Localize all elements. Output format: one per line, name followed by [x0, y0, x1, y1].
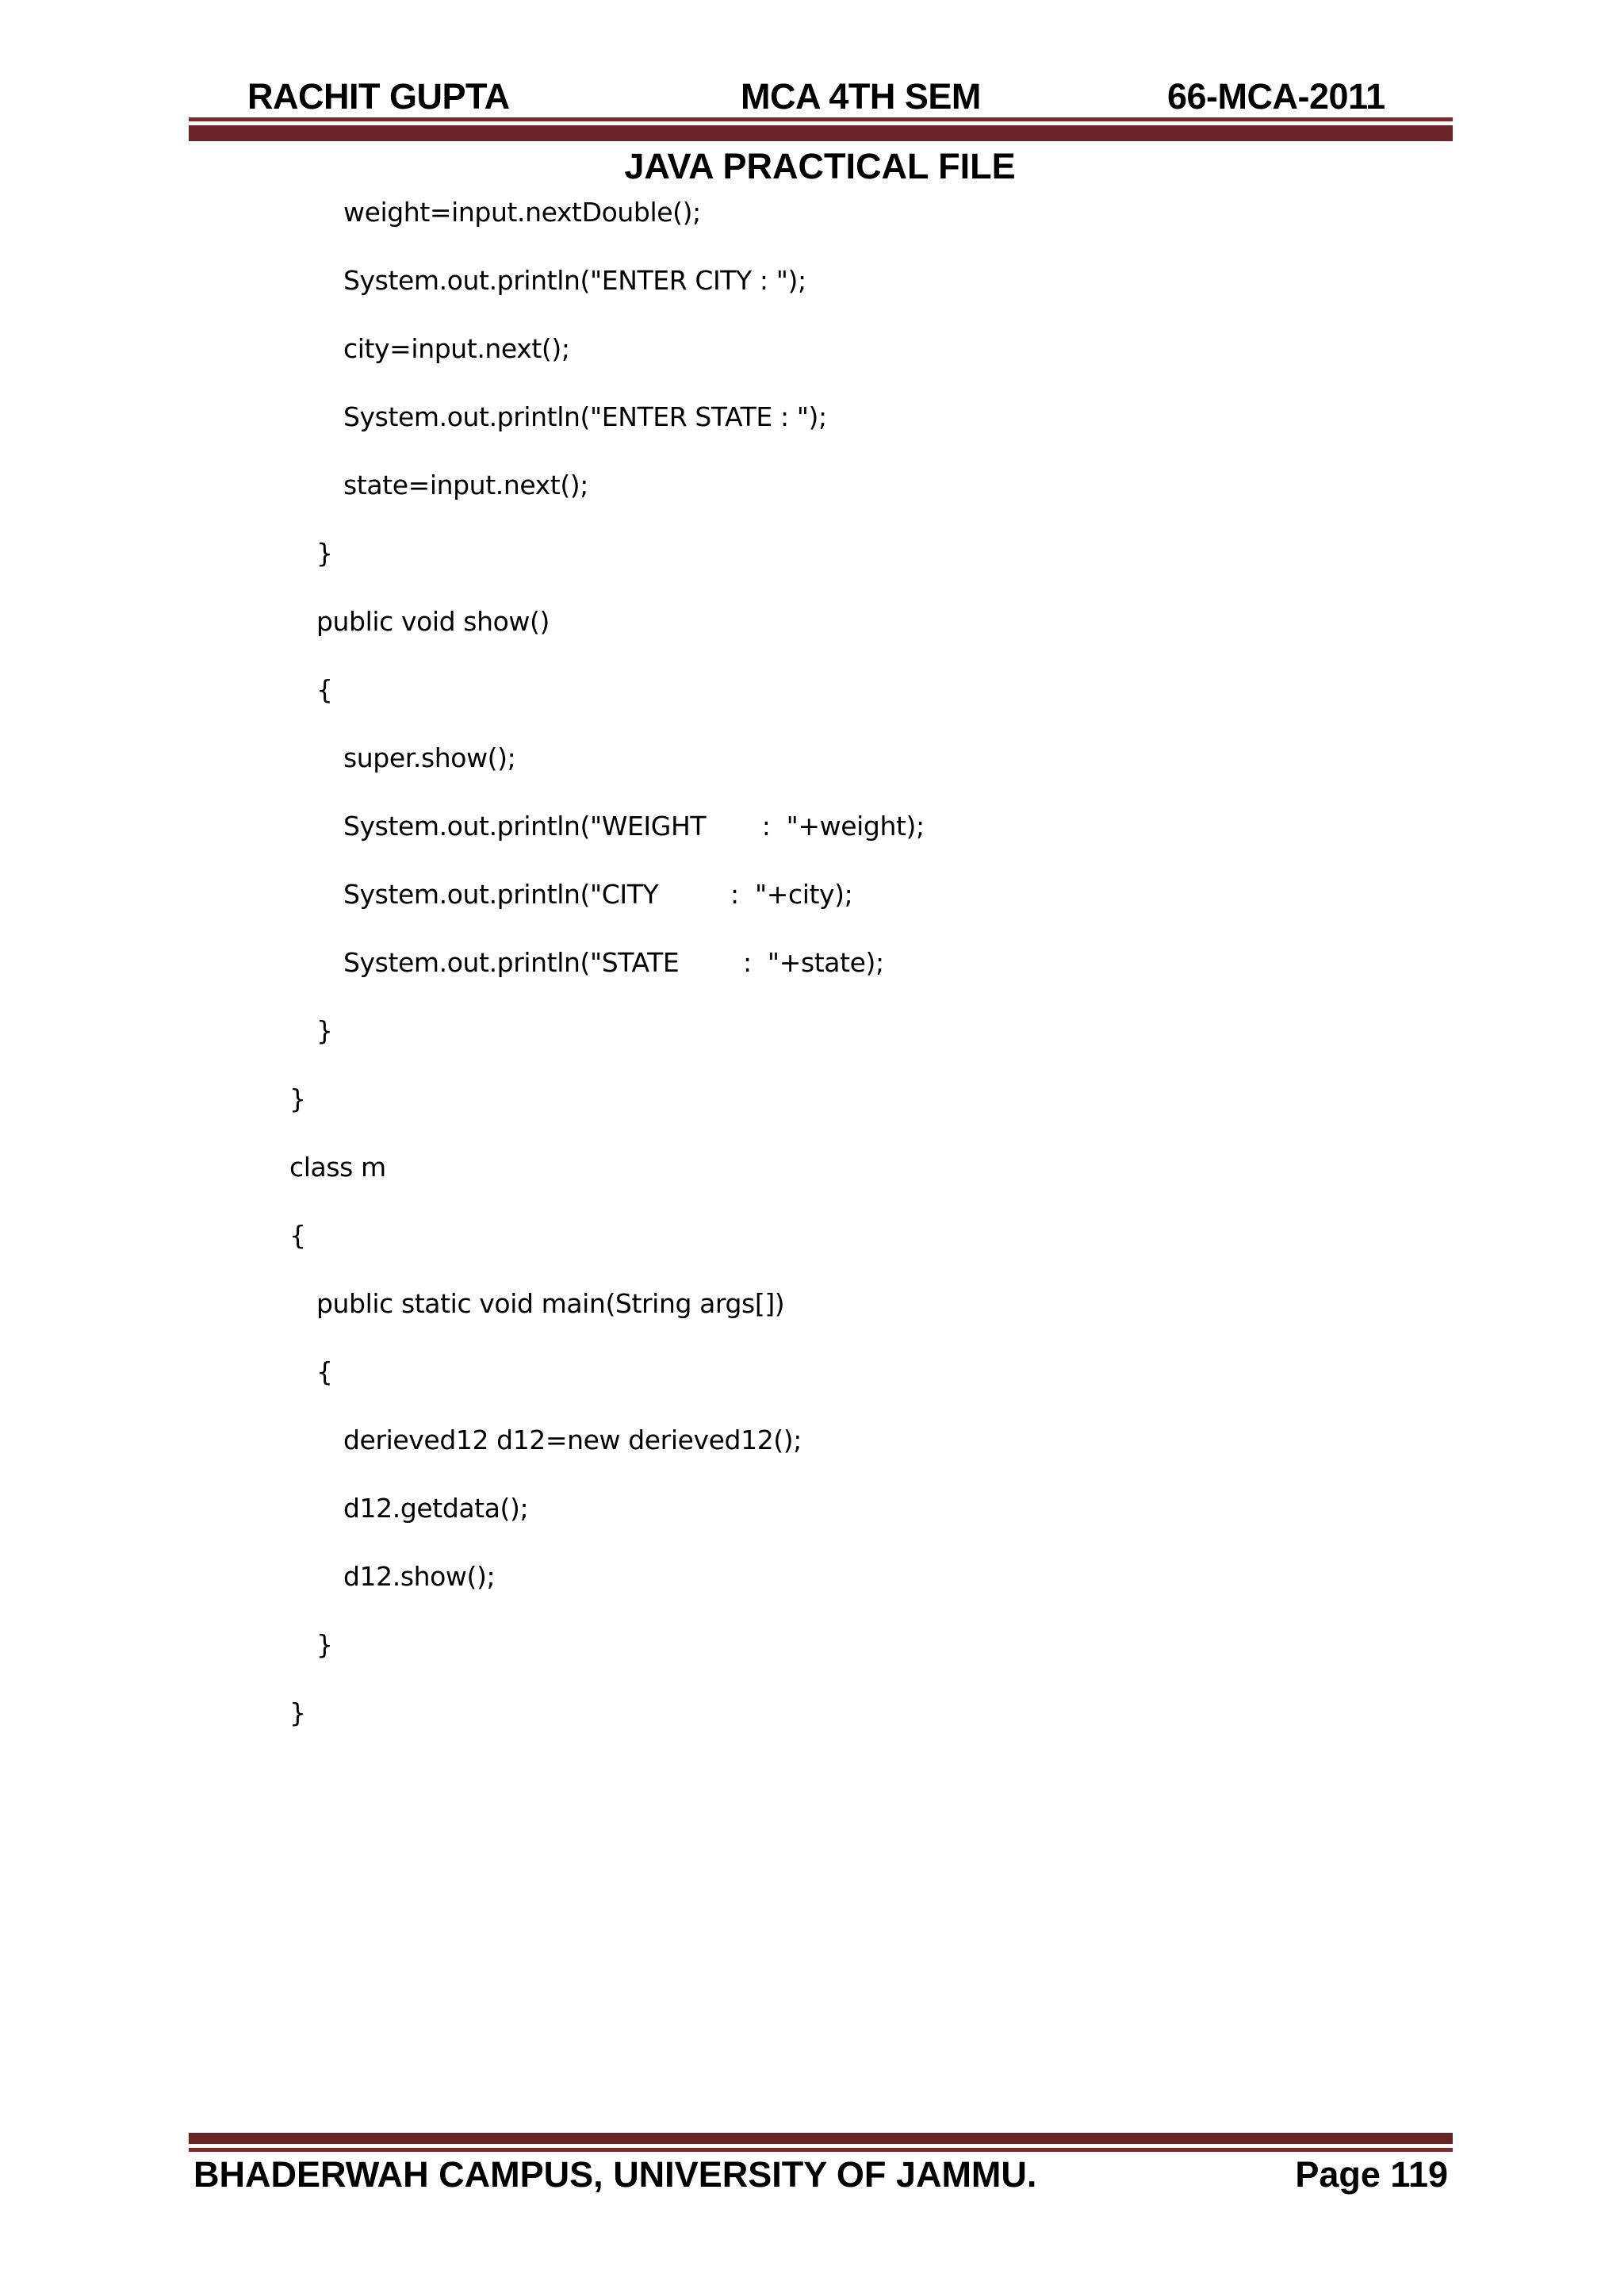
- code-line: }: [289, 1697, 306, 1728]
- code-line: derieved12 d12=new derieved12();: [343, 1424, 802, 1455]
- code-line: System.out.println("STATE : "+state);: [343, 947, 884, 978]
- code-line: System.out.println("ENTER STATE : ");: [343, 401, 827, 432]
- page-footer: [0, 2151, 1624, 2199]
- code-line: class m: [289, 1152, 386, 1183]
- header-divider-thin: [189, 117, 1453, 121]
- code-line: {: [316, 674, 333, 705]
- header-roll-number: 66-MCA-2011: [1167, 76, 1385, 117]
- code-line: {: [289, 1220, 306, 1251]
- footer-divider-thick: [189, 2133, 1453, 2144]
- page-header: [0, 73, 1624, 121]
- code-line: city=input.next();: [343, 333, 570, 364]
- code-line: public static void main(String args[]): [316, 1288, 785, 1319]
- code-line: state=input.next();: [343, 470, 588, 500]
- code-line: {: [316, 1356, 333, 1387]
- document-title: JAVA PRACTICAL FILE: [624, 146, 1016, 186]
- code-line: d12.getdata();: [343, 1493, 529, 1524]
- code-line: System.out.println("WEIGHT : "+weight);: [343, 811, 925, 842]
- header-author: RACHIT GUPTA: [247, 76, 510, 117]
- code-line: }: [316, 1629, 333, 1660]
- footer-campus: BHADERWAH CAMPUS, UNIVERSITY OF JAMMU.: [193, 2154, 1037, 2195]
- code-line: }: [289, 1083, 306, 1114]
- code-line: d12.show();: [343, 1561, 496, 1592]
- header-course: MCA 4TH SEM: [741, 76, 981, 117]
- code-line: weight=input.nextDouble();: [343, 197, 701, 228]
- header-divider-thick: [189, 125, 1453, 141]
- page-number: Page 119: [1295, 2154, 1448, 2195]
- code-line: System.out.println("ENTER CITY : ");: [343, 265, 806, 296]
- code-line: super.show();: [343, 742, 516, 773]
- code-line: }: [316, 538, 333, 569]
- code-line: public void show(): [316, 606, 550, 637]
- code-line: System.out.println("CITY : "+city);: [343, 879, 853, 910]
- code-line: }: [316, 1015, 333, 1046]
